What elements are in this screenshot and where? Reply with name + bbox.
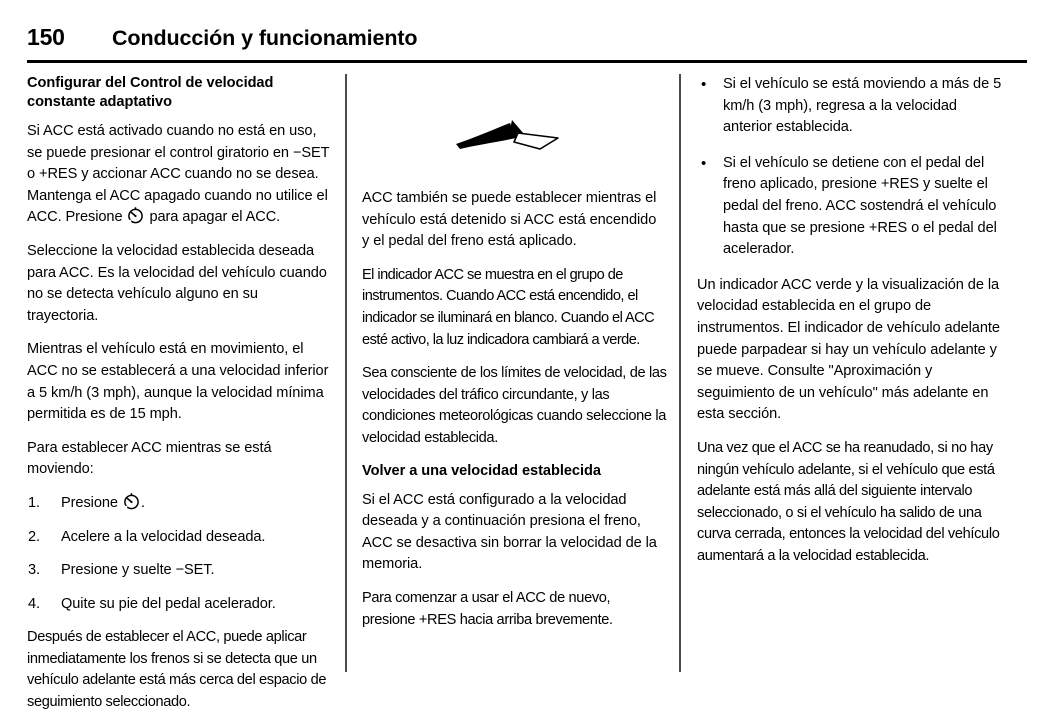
bullet-text: Si el vehículo se está moviendo a más de 5 km/h (3 mph), regresa a la velocidad anterior establecida. — [723, 76, 1002, 136]
bullet-icon: • — [701, 76, 707, 93]
step-text: Presione y suelte −SET. — [61, 562, 215, 579]
paragraph-acc-activado — [27, 121, 332, 229]
header-rule — [27, 60, 1027, 63]
steps-list — [27, 493, 332, 615]
column-1 — [27, 74, 332, 711]
paragraph-indicador-grupo: El indicador ACC se muestra en el grupo de instrumentos. Cuando ACC está encendido, el indicador se iluminará en blanco. Cuando el ACC esté activo, la luz indicadora cambiará a verde. — [362, 266, 655, 348]
column-divider-2 — [679, 74, 681, 672]
bullet-icon: • — [701, 154, 707, 172]
column-divider-1 — [345, 74, 347, 672]
step-text: Quite su pie del pedal acelerador. — [61, 595, 276, 612]
paragraph-acc-configurado: Si el ACC está configurado a la velocidad deseada y a continuación presiona el freno, ACC se desactiva sin borrar la velocidad de la memoria. — [362, 491, 657, 573]
step-text-after-icon: . — [140, 494, 145, 511]
step-text: Acelere a la velocidad deseada. — [61, 528, 266, 545]
section-heading-volver: Volver a una velocidad establecida — [362, 462, 601, 479]
column-2 — [362, 74, 667, 674]
list-item — [697, 153, 1007, 261]
step-text-before-icon: Presione — [61, 494, 122, 511]
bullet-text: Si el vehículo se detiene con el pedal del freno aplicado, presione +RES y suelte el pedal del freno. ACC sostendrá el vehículo hasta que se presione +RES o el pedal del acelerador. — [723, 154, 997, 258]
paragraph-para-establecer: Para establecer ACC mientras se está moviendo: — [27, 439, 272, 478]
step-number: 3. — [28, 562, 41, 579]
paragraph-despues-establecer: Después de establecer el ACC, puede aplicar inmediatamente los frenos si se detecta que un vehículo adelante está más cerca del espacio de seguimiento seleccionado. — [27, 629, 327, 711]
paragraph-seleccione-velocidad: Seleccione la velocidad establecida deseada para ACC. Es la velocidad del vehículo cuando no se detecta vehículo alguno en su trayectoria. — [27, 242, 327, 324]
paragraph-text-after-icon: para apagar el ACC. — [145, 209, 281, 226]
paragraph-text-before-icon: Si ACC está activado cuando no está en uso, se puede presionar el control giratorio en −SET o +RES y accionar ACC cuando no se desea. Mantenga el ACC apagado cuando no utilice el ACC. Presione — [27, 123, 330, 226]
step-number: 4. — [28, 595, 41, 612]
content-columns — [0, 74, 1054, 711]
page-number: 150 — [27, 24, 65, 50]
bullet-list — [697, 74, 1007, 261]
step-number: 2. — [28, 528, 41, 545]
column-3 — [697, 74, 1007, 674]
step-number: 1. — [28, 494, 41, 511]
paragraph-acc-reanudado: Una vez que el ACC se ha reanudado, si no hay ningún vehículo adelante, si el vehículo que está adelante está más allá del siguiente intervalo seleccionado, o si el vehículo ha salido de una curva cerrada, entonces la velocidad del vehículo aumentará a la velocidad establecida. — [697, 439, 1000, 564]
paragraph-indicador-verde: Un indicador ACC verde y la visualización de la velocidad establecida en el grupo de instrumentos. El indicador de vehículo adelante puede parpadear si hay un vehículo adelante y se mueve. Consulte "Aproximación y seguimiento de un vehículo" más adelante en esta sección. — [697, 276, 1000, 423]
paragraph-comenzar-usar: Para comenzar a usar el ACC de nuevo, presione +RES hacia arriba brevemente. — [362, 589, 613, 628]
list-item — [27, 527, 332, 549]
paragraph-mientras-movimiento: Mientras el vehículo está en movimiento, el ACC no se establecerá a una velocidad inferior a 5 km/h (3 mph), aunque la velocidad mínima permitida es de 15 mph. — [27, 341, 329, 423]
list-item — [697, 74, 1007, 139]
list-item — [27, 594, 332, 616]
paragraph-acc-detenido: ACC también se puede establecer mientras el vehículo está detenido si ACC está encendido y el pedal del freno está aplicado. — [362, 190, 657, 250]
section-heading-configurar: Configurar del Control de velocidad constante adaptativo — [27, 75, 274, 110]
list-item — [27, 493, 332, 515]
curved-arrow-illustration — [362, 74, 667, 184]
list-item — [27, 560, 332, 582]
cruise-control-icon — [123, 493, 140, 510]
page-header — [27, 24, 1027, 58]
cruise-control-icon — [127, 207, 144, 224]
paragraph-limites-velocidad: Sea consciente de los límites de velocidad, de las velocidades del tráfico circundante, y las condiciones meteorológicas cuando seleccione la velocidad establecida. — [362, 365, 667, 446]
chapter-title: Conducción y funcionamiento — [112, 26, 418, 50]
